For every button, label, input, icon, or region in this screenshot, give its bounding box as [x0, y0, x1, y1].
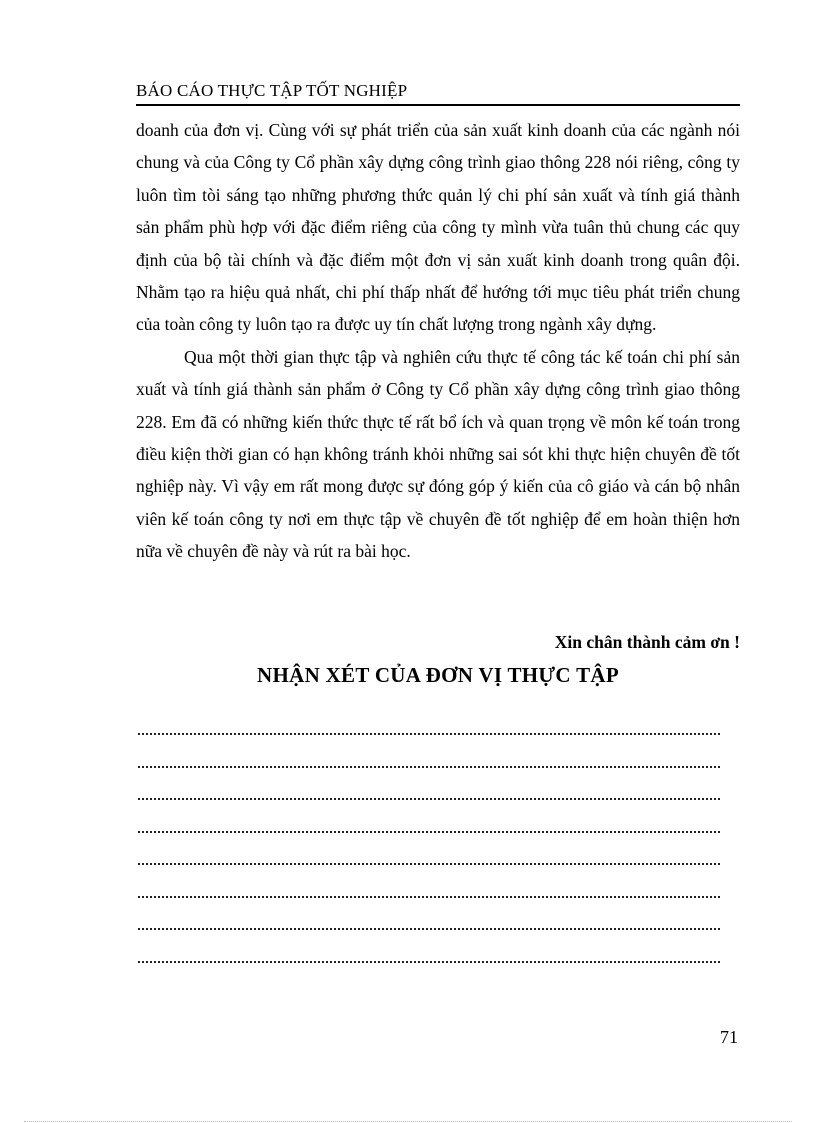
blank-comment-lines: [138, 733, 720, 993]
blank-comment-line: [138, 928, 720, 930]
body-paragraph-1: doanh của đơn vị. Cùng với sự phát triển của sản xuất kinh doanh của các ngành nói chung và của Công ty Cổ phần xây dựng công trình giao thông 228 nói riêng, công ty luôn tìm tòi sáng tạo những phương thức quản lý chi phí sản xuất và tính giá thành sản phẩm phù hợp với đặc điểm riêng của công ty mình vừa tuân thủ chung các quy định của bộ tài chính và đặc điểm một đơn vị sản xuất kinh doanh trong quân đội. Nhằm tạo ra hiệu quả nhất, chi phí thấp nhất để hướng tới mục tiêu phát triển chung của toàn công ty luôn tạo ra được uy tín chất lượng trong ngành xây dựng.: [136, 120, 740, 335]
blank-comment-line: [138, 766, 720, 768]
blank-comment-line: [138, 733, 720, 735]
blank-comment-line: [138, 831, 720, 833]
blank-comment-line: [138, 961, 720, 963]
blank-comment-line: [138, 798, 720, 800]
page-number: 71: [720, 1027, 738, 1047]
body-text: [136, 114, 740, 568]
blank-comment-line: [138, 896, 720, 898]
header-divider: [136, 104, 740, 106]
body-paragraph-2: Qua một thời gian thực tập và nghiên cứu thực tế công tác kế toán chi phí sản xuất và tính giá thành sản phẩm ở Công ty Cổ phần xây dựng công trình giao thông 228. Em đã có những kiến thức thực tế rất bổ ích và quan trọng về môn kế toán trong điều kiện thời gian có hạn không tránh khỏi những sai sót khi thực hiện chuyên đề tốt nghiệp này. Vì vậy em rất mong được sự đóng góp ý kiến của cô giáo và cán bộ nhân viên kế toán công ty nơi em thực tập về chuyên đề tốt nghiệp để em hoàn thiện hơn nữa về chuyên đề này và rút ra bài học.: [136, 346, 740, 562]
page-header-title: BÁO CÁO THỰC TẬP TỐT NGHIỆP: [136, 81, 408, 100]
closing-thanks: Xin chân thành cảm ơn !: [554, 632, 740, 652]
section-title: NHẬN XÉT CỦA ĐƠN VỊ THỰC TẬP: [257, 663, 619, 687]
blank-comment-line: [138, 863, 720, 865]
footer-divider: [24, 1121, 792, 1122]
